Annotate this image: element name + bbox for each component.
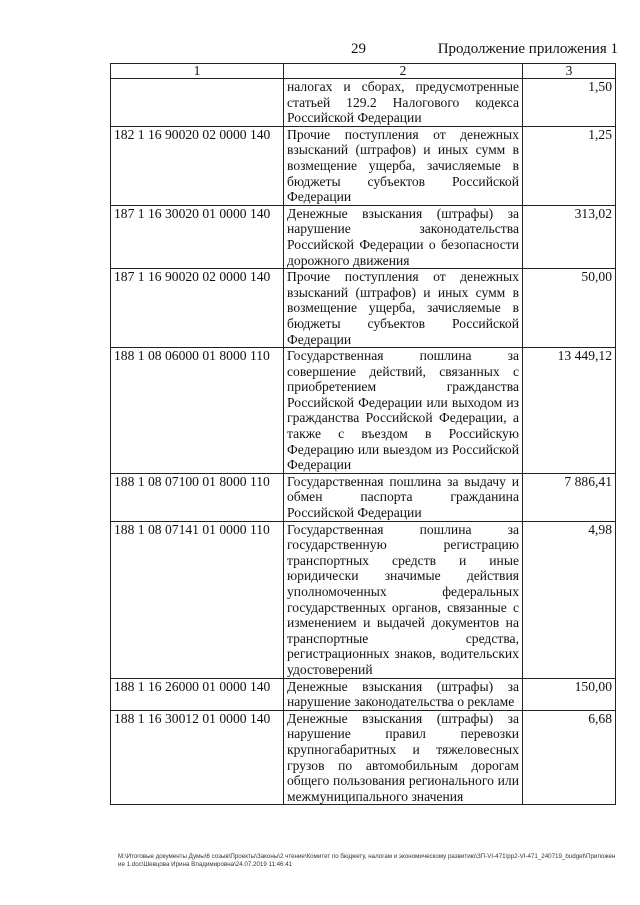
table-row: [111, 79, 616, 127]
income-description: налогах и сборах, предусмотренные статьей 129.2 Налогового кодекса Российской Федерации: [284, 79, 523, 127]
amount: 150,00: [523, 678, 616, 710]
amount: 1,25: [523, 126, 616, 205]
table-header-row: [111, 64, 616, 79]
budget-code: 188 1 16 30012 01 0000 140: [111, 710, 284, 805]
column-header: 3: [523, 64, 616, 79]
budget-code: 188 1 08 07141 01 0000 110: [111, 521, 284, 678]
income-description: Денежные взыскания (штрафы) за нарушение законодательства о рекламе: [284, 678, 523, 710]
amount: 7 886,41: [523, 473, 616, 521]
table-row: [111, 269, 616, 348]
amount: 313,02: [523, 205, 616, 268]
budget-code: 188 1 08 07100 01 8000 110: [111, 473, 284, 521]
budget-code: 182 1 16 90020 02 0000 140: [111, 126, 284, 205]
budget-code: 187 1 16 30020 01 0000 140: [111, 205, 284, 268]
amount: 6,68: [523, 710, 616, 805]
income-description: Денежные взыскания (штрафы) за нарушение законодательства Российской Федерации о безопасности дорожного движения: [284, 205, 523, 268]
income-description: Государственная пошлина за совершение действий, связанных с приобретением гражданства Российской Федерации или выходом из гражданства Российской Федерации, а также с въездом в Российскую Федерацию или выездом из Российской Федерации: [284, 348, 523, 474]
budget-table: [110, 63, 616, 805]
income-description: Государственная пошлина за выдачу и обмен паспорта гражданина Российской Федерации: [284, 473, 523, 521]
column-header: 2: [284, 64, 523, 79]
budget-code: 188 1 08 06000 01 8000 110: [111, 348, 284, 474]
income-description: Прочие поступления от денежных взысканий (штрафов) и иных сумм в возмещение ущерба, зачисляемые в бюджеты субъектов Российской Федерации: [284, 126, 523, 205]
document-path-footer: M:\Итоговые документы Думы\6 созыв\Проекты\Законы\2 чтение\Комитет по бюджету, налогам и экономическому развитию\ЗП-VI-471\pp2-VI-471_240719_budget\Приложение 1.doc\Шевцова Ирина Владимировна\24.07.2019 11:46:41: [118, 853, 616, 868]
amount: 50,00: [523, 269, 616, 348]
amount: 4,98: [523, 521, 616, 678]
table-row: [111, 348, 616, 474]
table-row: [111, 473, 616, 521]
column-header: 1: [111, 64, 284, 79]
income-description: Государственная пошлина за государственную регистрацию транспортных средств и иные юридически значимые действия уполномоченных федеральных государственных органов, связанные с изменением и выдачей документов на транспортные средства, регистрационных знаков, водительских удостоверений: [284, 521, 523, 678]
continuation-label: Продолжение приложения 1: [437, 41, 618, 57]
budget-code: [111, 79, 284, 127]
amount: 1,50: [523, 79, 616, 127]
table-row: [111, 205, 616, 268]
table-row: [111, 710, 616, 805]
budget-code: 188 1 16 26000 01 0000 140: [111, 678, 284, 710]
income-description: Денежные взыскания (штрафы) за нарушение правил перевозки крупногабаритных и тяжеловесных грузов по автомобильным дорогам общего пользования регионального или межмуниципального значения: [284, 710, 523, 805]
table-row: [111, 678, 616, 710]
budget-code: 187 1 16 90020 02 0000 140: [111, 269, 284, 348]
amount: 13 449,12: [523, 348, 616, 474]
table-row: [111, 521, 616, 678]
table-row: [111, 126, 616, 205]
page-number: 29: [351, 41, 366, 57]
income-description: Прочие поступления от денежных взысканий (штрафов) и иных сумм в возмещение ущерба, зачисляемые в бюджеты субъектов Российской Федерации: [284, 269, 523, 348]
